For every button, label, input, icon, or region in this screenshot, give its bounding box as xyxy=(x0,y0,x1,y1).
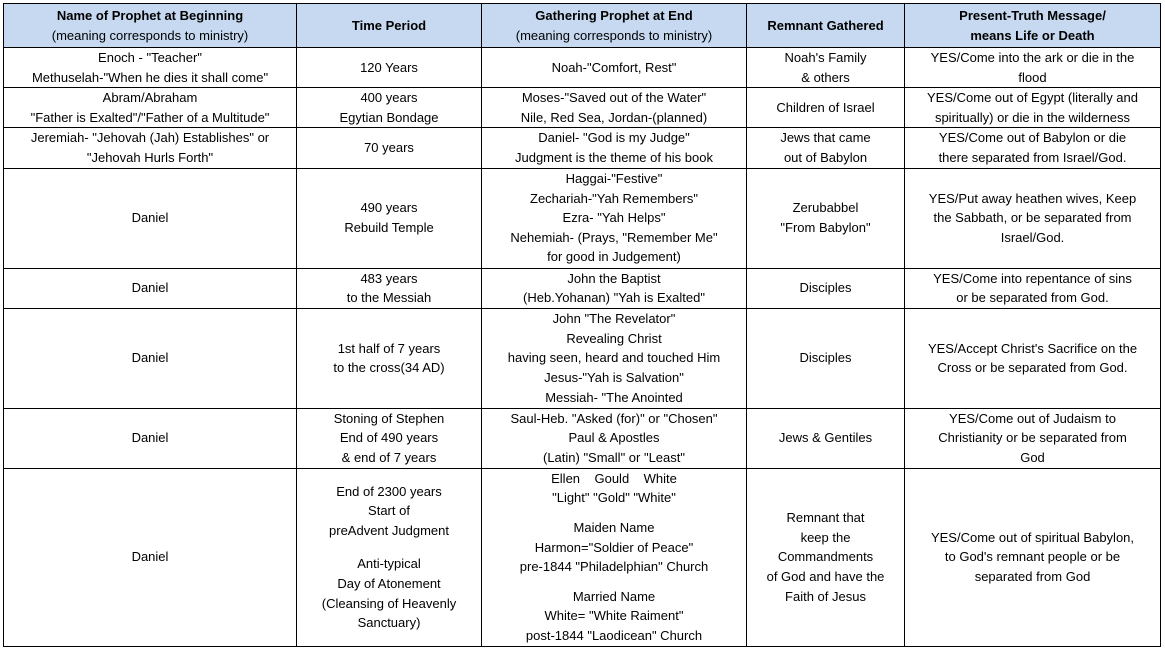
table-row xyxy=(4,308,1161,408)
cell-line: Rebuild Temple xyxy=(344,220,434,236)
period-cell xyxy=(297,48,482,88)
cell-line: 1st half of 7 years xyxy=(337,340,441,356)
cell-line: Commandments xyxy=(777,549,874,565)
cell-line: Christianity or be separated from xyxy=(938,430,1127,446)
remnant-cell xyxy=(747,268,905,308)
cell-line: Nile, Red Sea, Jordan-(planned) xyxy=(520,109,708,125)
cell-line: YES/Come out of Judaism to xyxy=(949,410,1116,426)
cell-line: keep the xyxy=(800,529,851,545)
period-cell xyxy=(297,308,482,408)
cell-line: John "The Revelator" xyxy=(552,311,676,327)
cell-line: Paul & Apostles xyxy=(568,430,660,446)
gathering-cell xyxy=(482,308,747,408)
remnant-cell xyxy=(747,308,905,408)
table-row xyxy=(4,128,1161,168)
cell-line: YES/Accept Christ's Sacrifice on the xyxy=(927,340,1138,356)
message-cell xyxy=(905,468,1161,646)
cell-line: Faith of Jesus xyxy=(785,588,866,604)
cell-line: Haggai-"Festive" xyxy=(565,171,663,187)
remnant-cell xyxy=(747,48,905,88)
cell-line: Zechariah-"Yah Remembers" xyxy=(530,190,698,206)
cell-line: Noah-"Comfort, Rest" xyxy=(551,59,677,75)
cell-line: Israel/God. xyxy=(1000,229,1065,245)
header-main: Gathering Prophet at End xyxy=(535,7,693,23)
cell-line: Saul-Heb. "Asked (for)" or "Chosen" xyxy=(510,410,718,426)
header-sub: (meaning corresponds to ministry) xyxy=(51,27,249,43)
period-cell xyxy=(297,468,482,646)
cell-line: Sanctuary) xyxy=(357,615,421,631)
header-row xyxy=(4,4,1161,48)
cell-line: there separated from Israel/God. xyxy=(938,149,1127,165)
prophet-cell xyxy=(4,168,297,268)
remnant-cell xyxy=(747,408,905,468)
cell-line: 400 years xyxy=(360,90,418,106)
cell-line: & others xyxy=(801,69,850,85)
table-row xyxy=(4,268,1161,308)
table-row xyxy=(4,48,1161,88)
table-row xyxy=(4,88,1161,128)
spacer xyxy=(301,540,477,554)
message-cell xyxy=(905,88,1161,128)
message-cell xyxy=(905,308,1161,408)
cell-line: spiritually) or die in the wilderness xyxy=(934,109,1131,125)
cell-line: Enoch - "Teacher" xyxy=(98,50,202,65)
gathering-cell xyxy=(482,48,747,88)
cell-line: Judgment is the theme of his book xyxy=(514,149,713,165)
table-row xyxy=(4,168,1161,268)
cell-line: post-1844 "Laodicean" Church xyxy=(525,627,703,643)
cell-line: Moses-"Saved out of the Water" xyxy=(521,90,707,106)
cell-line: Revealing Christ xyxy=(566,330,662,346)
cell-line: Jesus-"Yah is Salvation" xyxy=(544,370,684,386)
cell-line: for good in Judgement) xyxy=(547,249,681,265)
cell-line: White= "White Raiment" xyxy=(544,608,684,624)
cell-line: Daniel xyxy=(131,280,169,296)
cell-line: Cross or be separated from God. xyxy=(937,360,1128,376)
cell-line: God xyxy=(1020,450,1045,466)
cell-line: "Father is Exalted"/"Father of a Multitude" xyxy=(30,109,270,125)
prophets-table xyxy=(3,3,1161,647)
message-cell xyxy=(905,48,1161,88)
cell-line: "Light" "Gold" "White" xyxy=(552,490,676,506)
cell-line: Daniel xyxy=(131,549,169,565)
cell-line: Remnant that xyxy=(786,510,865,526)
gathering-cell xyxy=(482,468,747,646)
prophet-cell xyxy=(4,268,297,308)
cell-line: Harmon="Soldier of Peace" xyxy=(534,539,694,555)
prophet-cell xyxy=(4,88,297,128)
message-cell xyxy=(905,168,1161,268)
prophet-cell xyxy=(4,308,297,408)
remnant-cell xyxy=(747,88,905,128)
header-time-period xyxy=(297,4,482,48)
cell-line: preAdvent Judgment xyxy=(329,522,449,538)
header-main: Present-Truth Message/ xyxy=(959,7,1106,23)
cell-line: YES/Come out of Babylon or die xyxy=(938,130,1127,146)
prophet-cell xyxy=(4,468,297,646)
cell-line: Jeremiah- "Jehovah (Jah) Establishes" or xyxy=(30,130,270,146)
cell-line: separated from God xyxy=(974,568,1091,584)
cell-line: John the Baptist xyxy=(567,270,661,286)
cell-line: Day of Atonement xyxy=(337,575,441,591)
cell-line: Abram/Abraham xyxy=(102,90,198,106)
cell-line: Daniel xyxy=(131,430,169,446)
header-gathering-prophet xyxy=(482,4,747,48)
cell-line: out of Babylon xyxy=(783,149,868,165)
gathering-cell xyxy=(482,268,747,308)
gathering-cell xyxy=(482,408,747,468)
cell-line: Disciples xyxy=(799,280,852,296)
cell-line: Married Name xyxy=(572,588,656,604)
cell-line: 70 years xyxy=(364,140,414,156)
cell-line: Ellen Gould White xyxy=(551,470,677,486)
message-cell xyxy=(905,268,1161,308)
cell-line: Stoning of Stephen xyxy=(333,410,445,426)
cell-line: (Latin) "Small" or "Least" xyxy=(542,450,685,466)
cell-line: Egytian Bondage xyxy=(339,109,439,125)
cell-line: 483 years xyxy=(360,270,418,286)
header-remnant-gathered xyxy=(747,4,905,48)
cell-line: Methuselah-"When he dies it shall come" xyxy=(31,69,269,85)
prophet-cell xyxy=(4,408,297,468)
cell-line: End of 2300 years xyxy=(336,483,442,499)
cell-line: the Sabbath, or be separated from xyxy=(933,210,1132,226)
cell-line: Anti-typical xyxy=(357,556,421,572)
cell-line: 490 years xyxy=(360,200,418,216)
remnant-cell xyxy=(747,168,905,268)
cell-line: Noah's Family xyxy=(784,50,867,65)
period-cell xyxy=(297,268,482,308)
cell-line: YES/Come into the ark or die in the xyxy=(930,50,1135,65)
remnant-cell xyxy=(747,128,905,168)
message-cell xyxy=(905,408,1161,468)
prophet-cell xyxy=(4,128,297,168)
cell-line: to God's remnant people or be xyxy=(944,549,1121,565)
cell-line: Jews that came xyxy=(780,130,871,146)
cell-line: Jews & Gentiles xyxy=(778,430,873,446)
cell-line: having seen, heard and touched Him xyxy=(507,350,721,366)
cell-line: Nehemiah- (Prays, "Remember Me" xyxy=(510,229,718,245)
gathering-cell xyxy=(482,168,747,268)
period-cell xyxy=(297,88,482,128)
header-main: Remnant Gathered xyxy=(767,17,884,33)
cell-line: YES/Come out of Egypt (literally and xyxy=(927,90,1138,106)
cell-line: Disciples xyxy=(799,350,852,366)
header-prophet-beginning xyxy=(4,4,297,48)
header-main: Time Period xyxy=(351,17,427,33)
cell-line: & end of 7 years xyxy=(341,450,437,466)
table-row xyxy=(4,468,1161,646)
gathering-cell xyxy=(482,88,747,128)
cell-line: Ezra- "Yah Helps" xyxy=(562,210,666,226)
cell-line: YES/Come into repentance of sins xyxy=(933,270,1132,286)
cell-line: YES/Put away heathen wives, Keep xyxy=(928,190,1137,206)
cell-line: "Jehovah Hurls Forth" xyxy=(86,149,214,165)
cell-line: (Heb.Yohanan) "Yah is Exalted" xyxy=(523,290,705,306)
cell-line: Zerubabbel xyxy=(792,200,859,216)
header-sub: means Life or Death xyxy=(970,27,1095,43)
header-main: Name of Prophet at Beginning xyxy=(56,7,244,23)
cell-line: of God and have the xyxy=(766,568,885,584)
cell-line: flood xyxy=(1018,69,1047,85)
period-cell xyxy=(297,408,482,468)
gathering-cell xyxy=(482,128,747,168)
message-cell xyxy=(905,128,1161,168)
remnant-cell xyxy=(747,468,905,646)
cell-line: Daniel xyxy=(131,210,169,226)
cell-line: or be separated from God. xyxy=(956,290,1109,306)
spacer xyxy=(486,508,742,518)
table-row xyxy=(4,408,1161,468)
cell-line: pre-1844 "Philadelphian" Church xyxy=(519,559,709,575)
cell-line: Start of xyxy=(368,503,410,519)
header-sub: (meaning corresponds to ministry) xyxy=(515,27,713,43)
cell-line: YES/Come out of spiritual Babylon, xyxy=(930,529,1135,545)
prophet-cell xyxy=(4,48,297,88)
cell-line: Children of Israel xyxy=(776,99,875,115)
cell-line: Maiden Name xyxy=(573,519,655,535)
cell-line: Messiah- "The Anointed xyxy=(545,389,683,405)
header-present-truth xyxy=(905,4,1161,48)
spacer xyxy=(486,577,742,587)
cell-line: to the cross(34 AD) xyxy=(333,360,445,376)
period-cell xyxy=(297,168,482,268)
cell-line: to the Messiah xyxy=(346,290,432,306)
period-cell xyxy=(297,128,482,168)
cell-line: 120 Years xyxy=(360,59,418,75)
cell-line: Daniel xyxy=(131,350,169,366)
cell-line: End of 490 years xyxy=(339,430,439,446)
cell-line: "From Babylon" xyxy=(780,220,871,236)
cell-line: Daniel- "God is my Judge" xyxy=(538,130,690,146)
cell-line: (Cleansing of Heavenly xyxy=(321,595,457,611)
